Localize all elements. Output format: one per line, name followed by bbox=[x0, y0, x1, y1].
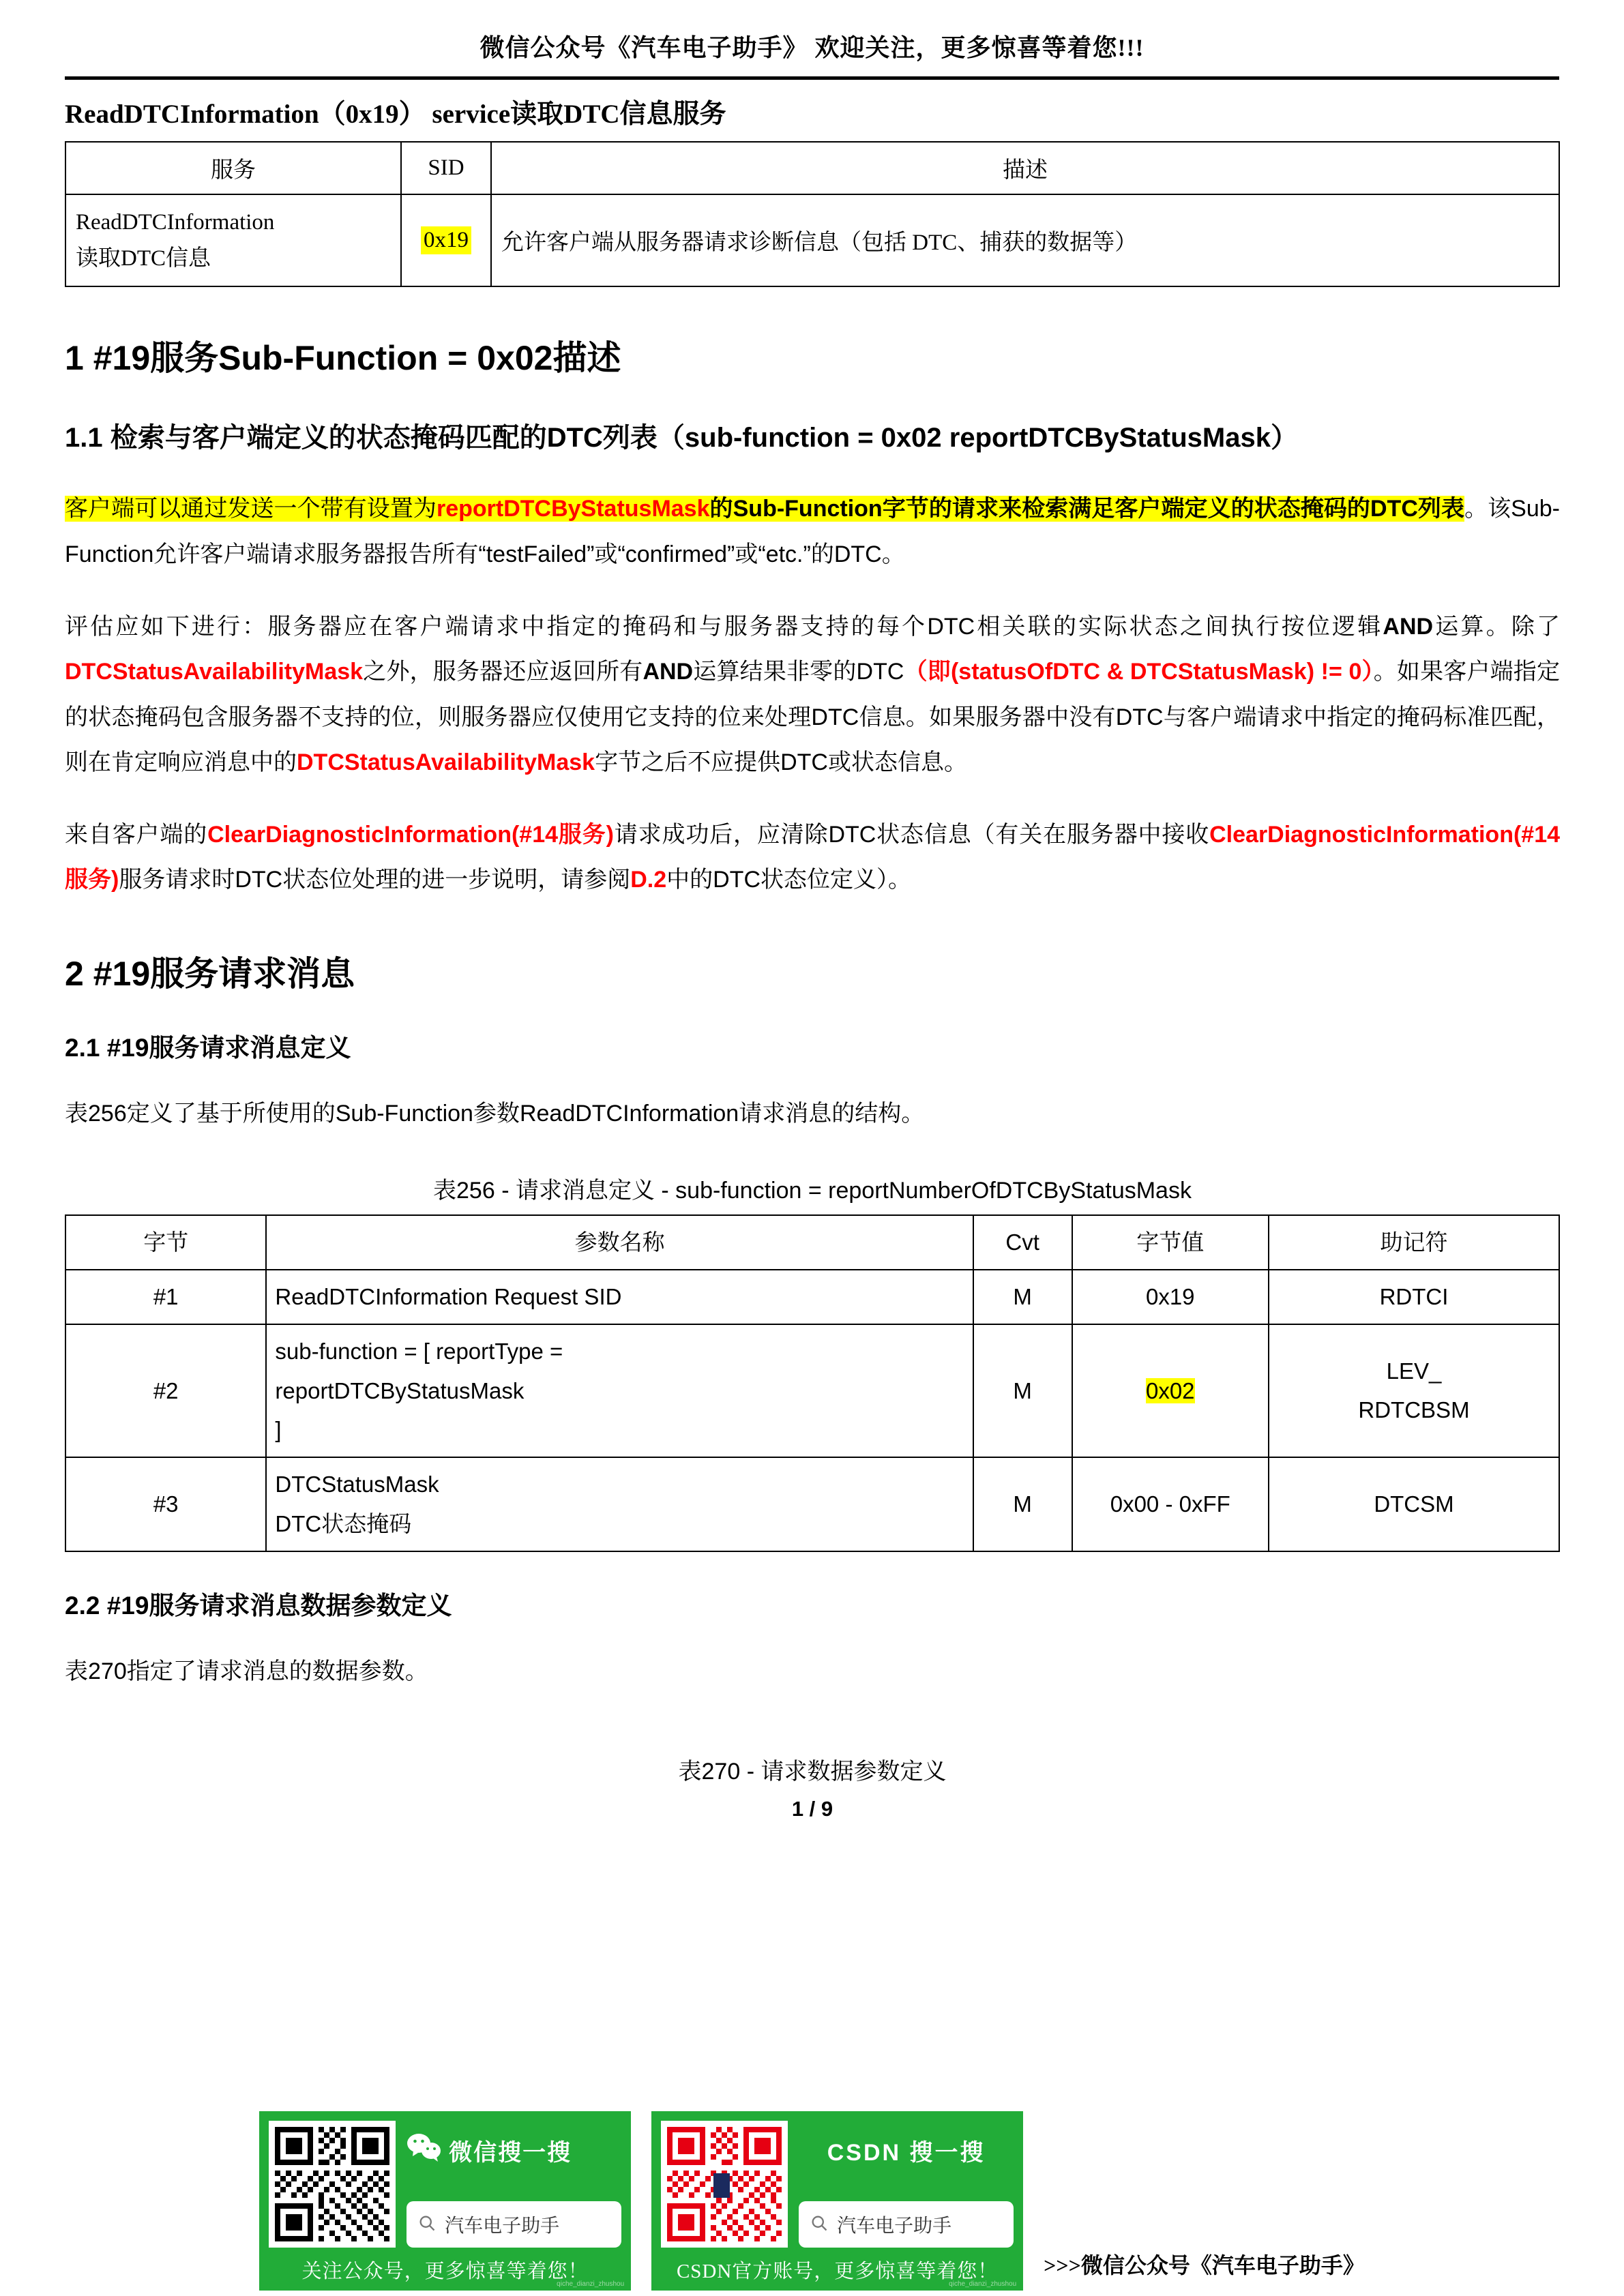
promo-brand-wechat bbox=[407, 2126, 621, 2174]
promo-footer-text: CSDN官方账号，更多惊喜等着您！ bbox=[676, 2261, 999, 2282]
promo-top bbox=[661, 2121, 1014, 2248]
qr-code-svg bbox=[275, 2127, 389, 2241]
para2-c: 之外，服务器还应返回所有 bbox=[363, 659, 643, 685]
col-header-service: 服务 bbox=[65, 142, 401, 194]
para3-c: 服务请求时DTC状态位处理的进一步说明，请参阅 bbox=[119, 867, 631, 893]
wechat-icon-svg bbox=[407, 2132, 442, 2162]
promo-card-wechat[interactable] bbox=[259, 2111, 631, 2291]
paragraph-2 bbox=[65, 604, 1560, 785]
col-header-value: 字节值 bbox=[1072, 1215, 1269, 1270]
footer-promo-row bbox=[0, 2111, 1624, 2291]
col-header-sid: SID bbox=[401, 142, 491, 194]
page-number: 1 / 9 bbox=[791, 1797, 833, 1821]
param-line-2: reportDTCByStatusMask bbox=[275, 1377, 525, 1403]
table-row bbox=[65, 1457, 1559, 1551]
cell-value: 0x00 - 0xFF bbox=[1072, 1457, 1269, 1551]
heading-section-2: 2 #19服务请求消息 bbox=[65, 954, 355, 993]
table-row bbox=[65, 1270, 1559, 1324]
value-highlighted: 0x02 bbox=[1145, 1377, 1195, 1403]
service-name-cn: 读取DTC信息 bbox=[76, 245, 211, 271]
promo-watermark: qiche_dianzi_zhushou bbox=[949, 2280, 1017, 2288]
cell-cvt: M bbox=[973, 1270, 1072, 1324]
heading-section-2-1: 2.1 #19服务请求消息定义 bbox=[65, 1033, 351, 1062]
promo-brand-csdn bbox=[799, 2126, 1014, 2174]
table-header-row bbox=[65, 142, 1559, 194]
cell-cvt: M bbox=[973, 1457, 1072, 1551]
para1-highlight-c: 的Sub-Function字节的请求来检索满足客户端定义的状态掩码的DTC列表 bbox=[709, 496, 1465, 522]
col-header-cvt: Cvt bbox=[973, 1215, 1072, 1270]
wechat-icon bbox=[407, 2132, 442, 2168]
search-icon bbox=[810, 2213, 829, 2236]
qr-code-svg bbox=[667, 2127, 782, 2241]
promo-brand-label: CSDN 搜一搜 bbox=[827, 2139, 986, 2166]
qr-code-wechat[interactable] bbox=[269, 2121, 396, 2248]
header-divider bbox=[65, 76, 1559, 80]
service-name-en: ReadDTCInformation bbox=[76, 209, 275, 235]
promo-watermark: qiche_dianzi_zhushou bbox=[557, 2280, 625, 2288]
cell-byte: #1 bbox=[65, 1270, 266, 1324]
cell-param: ReadDTCInformation Request SID bbox=[266, 1270, 973, 1324]
table-header-row bbox=[65, 1215, 1559, 1270]
cell-mnemonic bbox=[1269, 1324, 1559, 1457]
para3-term-cleardiagnosticinformation-1: ClearDiagnosticInformation(#14服务) bbox=[207, 822, 614, 848]
param-line-3: ] bbox=[275, 1417, 282, 1443]
cell-value: 0x19 bbox=[1072, 1270, 1269, 1324]
para1-tail: 。该Sub-Function允许客户端请求服务器报告所有“testFailed”或“confirmed”或“etc.”的DTC。 bbox=[65, 496, 1561, 567]
para2-and-2: AND bbox=[643, 659, 694, 685]
cell-value bbox=[1072, 1324, 1269, 1457]
col-header-description: 描述 bbox=[491, 142, 1559, 194]
cell-service-name bbox=[65, 194, 401, 287]
cell-mnemonic: RDTCI bbox=[1269, 1270, 1559, 1324]
promo-search-text: 汽车电子助手 bbox=[445, 2215, 560, 2236]
para2-e: 。如果客户端指定的状态掩码包含服务器不支持的位，则服务器应仅使用它支持的位来处理DTC信息。如果服务器中没有DTC与客户端请求中指定的掩码标准匹配，则在肯定响应消息中的 bbox=[65, 659, 1560, 775]
col-header-mnemonic: 助记符 bbox=[1269, 1215, 1559, 1270]
table270-caption: 表270 - 请求数据参数定义 bbox=[678, 1759, 947, 1785]
col-header-param: 参数名称 bbox=[266, 1215, 973, 1270]
page-header-banner: 微信公众号《汽车电子助手》 欢迎关注，更多惊喜等着您!!! bbox=[479, 34, 1145, 61]
promo-search-box[interactable] bbox=[799, 2201, 1014, 2248]
table-row bbox=[65, 194, 1559, 287]
param-line-1: sub-function = [ reportType = bbox=[275, 1338, 563, 1364]
cell-byte: #3 bbox=[65, 1457, 266, 1551]
search-icon bbox=[417, 2213, 437, 2236]
para2-term-dtcstatusavailabilitymask-1: DTCStatusAvailabilityMask bbox=[65, 659, 364, 685]
paragraph-4: 表256定义了基于所使用的Sub-Function参数ReadDTCInformation请求消息的结构。 bbox=[65, 1100, 925, 1127]
col-header-byte: 字节 bbox=[65, 1215, 266, 1270]
para2-term-dtcstatusavailabilitymask-2: DTCStatusAvailabilityMask bbox=[297, 749, 595, 775]
table256-caption: 表256 - 请求消息定义 - sub-function = reportNumberOfDTCByStatusMask bbox=[433, 1178, 1192, 1204]
para2-b: 运算。除了 bbox=[1433, 613, 1561, 640]
para2-and-1: AND bbox=[1383, 613, 1434, 640]
promo-card-csdn[interactable] bbox=[651, 2111, 1023, 2291]
cell-cvt: M bbox=[973, 1324, 1072, 1457]
promo-search-box[interactable] bbox=[407, 2201, 621, 2248]
table256-block bbox=[65, 1172, 1560, 1551]
heading-section-1: 1 #19服务Sub-Function = 0x02描述 bbox=[65, 339, 621, 378]
param-line-1: DTCStatusMask bbox=[275, 1472, 439, 1497]
cell-description: 允许客户端从服务器请求诊断信息（包括 DTC、捕获的数据等） bbox=[491, 194, 1559, 287]
para2-expression: （即(statusOfDTC & DTCStatusMask) != 0） bbox=[904, 659, 1374, 685]
table-row bbox=[65, 1324, 1559, 1457]
heading-section-1-1: 1.1 检索与客户端定义的状态掩码匹配的DTC列表（sub-function = 0x02 reportDTCByStatusMask） bbox=[65, 423, 1298, 453]
para3-term-cleardiagnosticinformation-2: ClearDiagnosticInformation(#14服务) bbox=[65, 822, 1561, 893]
paragraph-3 bbox=[65, 812, 1560, 903]
paragraph-5: 表270指定了请求消息的数据参数。 bbox=[65, 1658, 428, 1684]
page-title: ReadDTCInformation（0x19） service读取DTC信息服务 bbox=[65, 100, 726, 129]
para3-b: 请求成功后，应清除DTC状态信息（有关在服务器中接收 bbox=[613, 822, 1210, 848]
promo-brand-label: 微信搜一搜 bbox=[449, 2139, 572, 2166]
cell-param bbox=[266, 1457, 973, 1551]
mnemonic-line-2: RDTCBSM bbox=[1358, 1397, 1470, 1423]
promo-note: >>>微信公众号《汽车电子助手》 bbox=[1044, 2253, 1365, 2278]
promo-right bbox=[407, 2121, 621, 2248]
para2-d: 运算结果非零的DTC bbox=[693, 659, 904, 685]
promo-right bbox=[799, 2121, 1014, 2248]
cell-byte: #2 bbox=[65, 1324, 266, 1457]
qr-code-csdn[interactable] bbox=[661, 2121, 788, 2248]
sid-value-highlighted: 0x19 bbox=[421, 226, 471, 254]
promo-search-text: 汽车电子助手 bbox=[837, 2215, 952, 2236]
service-table bbox=[65, 141, 1560, 288]
para3-a: 来自客户端的 bbox=[65, 822, 208, 848]
param-line-2: DTC状态掩码 bbox=[275, 1510, 412, 1536]
heading-section-2-2: 2.2 #19服务请求消息数据参数定义 bbox=[65, 1591, 452, 1620]
para2-a: 评估应如下进行：服务器应在客户端请求中指定的掩码和与服务器支持的每个DTC相关联的实际状态之间执行按位逻辑 bbox=[65, 613, 1383, 640]
table256 bbox=[65, 1214, 1560, 1551]
paragraph-1 bbox=[65, 486, 1560, 577]
promo-footer-text: 关注公众号，更多惊喜等着您！ bbox=[301, 2261, 589, 2282]
para1-term-reportdtcbystatusmask: reportDTCByStatusMask bbox=[436, 496, 710, 522]
para1-highlight-a: 客户端可以通过发送一个带有设置为 bbox=[65, 496, 437, 522]
cell-sid bbox=[401, 194, 491, 287]
cell-param bbox=[266, 1324, 973, 1457]
document-content bbox=[65, 87, 1560, 1821]
search-icon-svg bbox=[810, 2213, 829, 2233]
promo-top bbox=[269, 2121, 621, 2248]
mnemonic-line-1: LEV_ bbox=[1386, 1358, 1442, 1384]
para3-ref-d2: D.2 bbox=[630, 867, 667, 893]
para3-d: 中的DTC状态位定义）。 bbox=[666, 867, 912, 893]
para2-f: 字节之后不应提供DTC或状态信息。 bbox=[595, 749, 967, 775]
search-icon-svg bbox=[417, 2213, 437, 2233]
cell-mnemonic: DTCSM bbox=[1269, 1457, 1559, 1551]
